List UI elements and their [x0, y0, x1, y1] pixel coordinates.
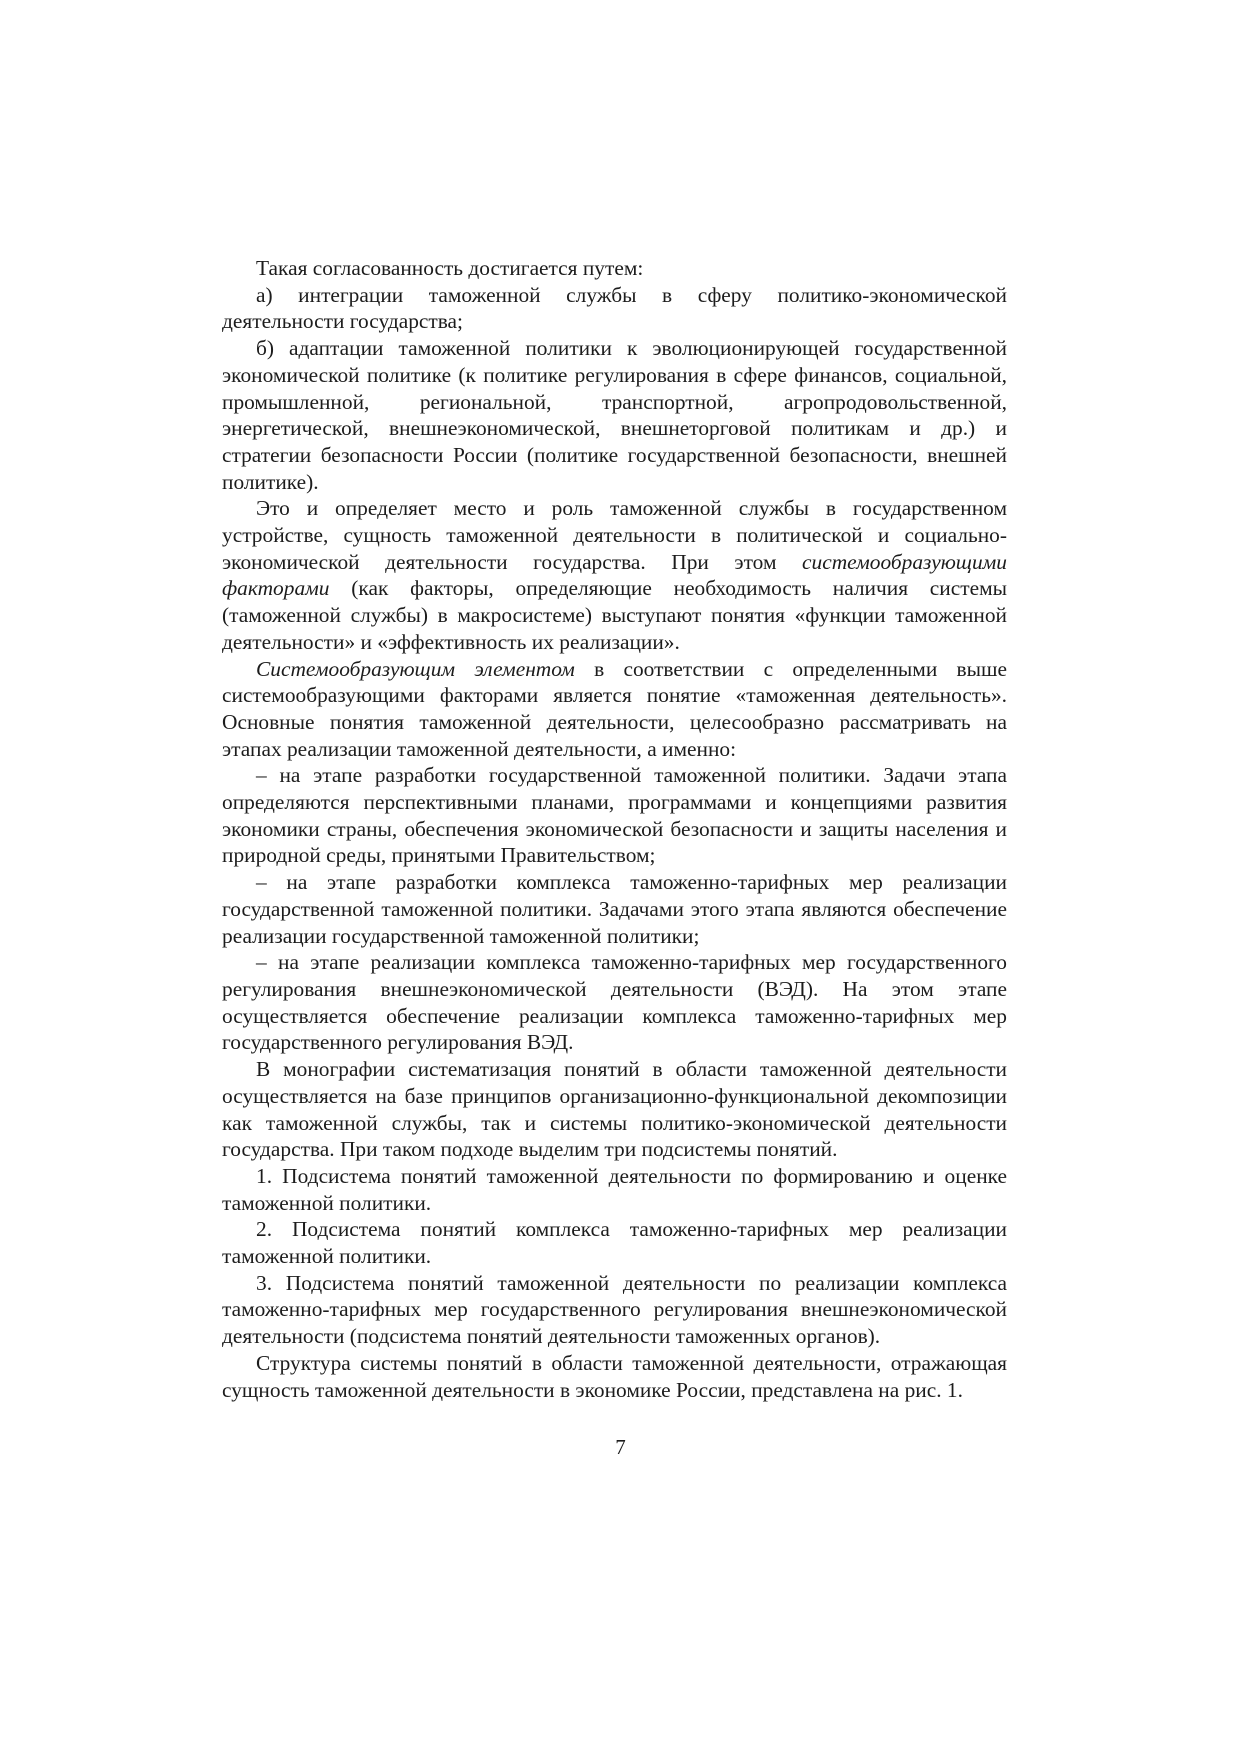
paragraph-stage-2: – на этапе разработки комплекса таможенно-тарифных мер реализации государственной таможенной политики. Задачами этого этапа являются обеспечение реализации государственной таможенной политики; — [222, 870, 1007, 948]
paragraph-element-text: в соответствии с определенными выше системообразующими факторами является понятие «таможенная деятельность». Основные понятия таможенной деятельности, целесообразно рассматривать на этапах реализации таможенной деятельности, а именно: — [222, 656, 1007, 761]
paragraph-element-emphasis: Системообразующим элементом — [256, 656, 575, 681]
paragraph-item-a: а) интеграции таможенной службы в сферу политико-экономической деятельности государства; — [222, 282, 1007, 334]
paragraph-subsystem-1: 1. Подсистема понятий таможенной деятельности по формированию и оценке таможенной политики. — [222, 1163, 1007, 1215]
paragraph-role-emphasis: системообразующими факторами — [222, 549, 1007, 601]
page-number: 7 — [615, 1435, 626, 1459]
paragraph-structure: Структура системы понятий в области таможенной деятельности, отражающая сущность таможенной деятельности в экономике России, представлена на рис. 1. — [222, 1350, 1007, 1402]
paragraph-subsystem-2: 2. Подсистема понятий комплекса таможенно-тарифных мер реализации таможенной политики. — [222, 1217, 1007, 1269]
paragraph-stage-3: – на этапе реализации комплекса таможенно-тарифных мер государственного регулирования внешнеэкономической деятельности (ВЭД). На этом этапе осуществляется обеспечение реализации комплекса таможенно-тарифных мер государственного регулирования ВЭД. — [222, 950, 1007, 1055]
paragraph-subsystem-3: 3. Подсистема понятий таможенной деятельности по реализации комплекса таможенно-тарифных мер государственного регулирования внешнеэкономической деятельности (подсистема понятий деятельности таможенных органов). — [222, 1270, 1007, 1349]
page-body — [222, 255, 1007, 1403]
paragraph-role — [222, 495, 1007, 655]
paragraph-element — [222, 656, 1007, 763]
paragraph-item-b: б) адаптации таможенной политики к эволюционирующей государственной экономической политике (к политике регулирования в сфере финансов, социальной, промышленной, региональной, транспортной, агропродовольственной, энергетической, внешнеэкономической, внешнеторговой политикам и др.) и стратегии безопасности России (политике государственной безопасности, внешней политике). — [222, 336, 1007, 494]
paragraph-intro: Такая согласованность достигается путем: — [256, 256, 644, 280]
paragraph-monograph: В монографии систематизация понятий в области таможенной деятельности осуществляется на базе принципов организационно-функциональной декомпозиции как таможенной службы, так и системы политико-экономической деятельности государства. При таком подходе выделим три подсистемы понятий. — [222, 1057, 1007, 1162]
paragraph-role-text-2: (как факторы, определяющие необходимость наличия системы (таможенной службы) в макросистеме) выступают понятия «функции таможенной деятельности» и «эффективность их реализации». — [222, 576, 1007, 654]
paragraph-role-text-1: Это и определяет место и роль таможенной службы в государственном устройстве, сущность таможенной деятельности в политической и социально-экономической деятельности государства. При этом — [222, 496, 1007, 574]
paragraph-stage-1: – на этапе разработки государственной таможенной политики. Задачи этапа определяются перспективными планами, программами и концепциями развития экономики страны, обеспечения экономической безопасности и защиты населения и природной среды, принятыми Правительством; — [222, 763, 1007, 868]
